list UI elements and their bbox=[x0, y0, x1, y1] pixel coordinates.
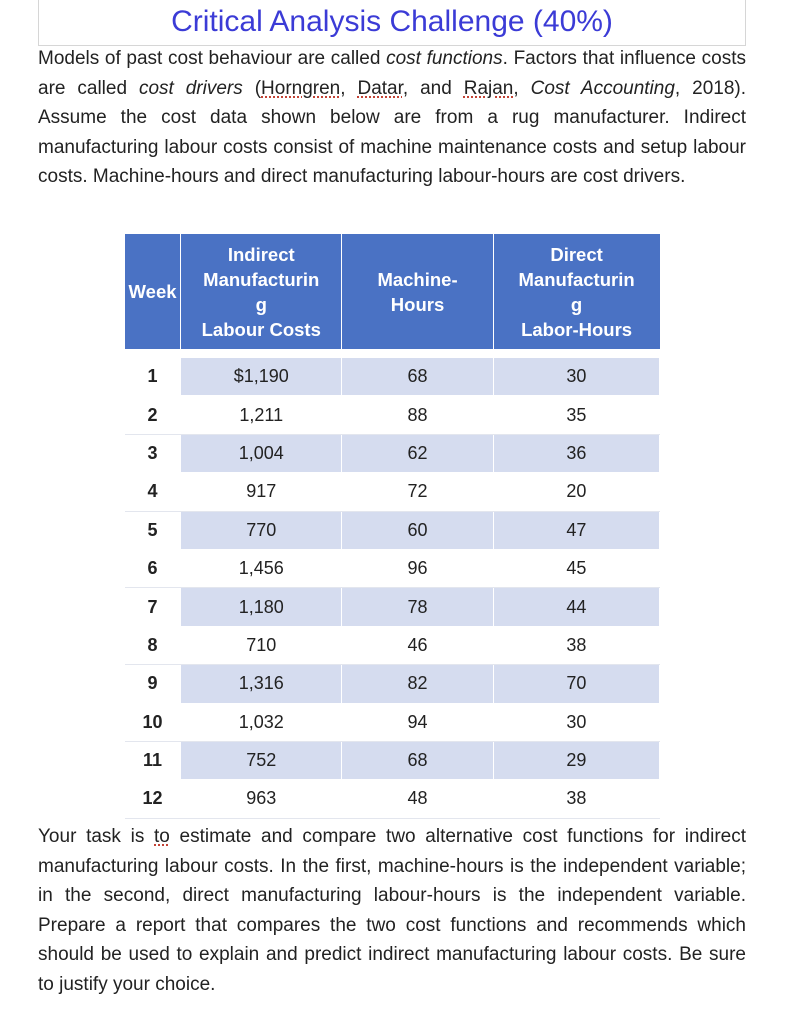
direct-labor-hours-cell: 70 bbox=[493, 665, 659, 703]
week-cell: 1 bbox=[125, 358, 181, 396]
indirect-cost-cell: 1,004 bbox=[181, 434, 342, 472]
book-title: Cost Accounting bbox=[530, 77, 675, 99]
task-text: estimate and compare two alternative cost functions for indirect manufacturing labour costs. In the first, machine-hours is the independent variable; in the second, direct manufacturing labour-hours is the independent variable. Prepare a report that compares the two cost functions and recommends which should be used to explain and predict indirect manufacturing labour costs. Be sure to justify your choice. bbox=[38, 826, 747, 995]
indirect-cost-cell: 1,316 bbox=[181, 665, 342, 703]
intro-text: . Factors that influence costs are called bbox=[38, 48, 746, 99]
indirect-cost-cell: 710 bbox=[181, 626, 342, 664]
table-row bbox=[125, 703, 660, 741]
week-cell: 7 bbox=[125, 588, 181, 626]
indirect-cost-cell: $1,190 bbox=[181, 358, 342, 396]
header-week: Week bbox=[125, 234, 181, 349]
intro-text: Models of past cost behaviour are called bbox=[38, 48, 387, 69]
term-cost-drivers: cost drivers bbox=[138, 77, 243, 99]
machine-hours-cell: 88 bbox=[342, 396, 493, 434]
intro-text: , bbox=[340, 77, 358, 99]
direct-labor-hours-cell: 30 bbox=[493, 358, 659, 396]
indirect-cost-cell: 752 bbox=[181, 741, 342, 779]
header-indirect-costs: Indirect Manufacturin g Labour Costs bbox=[181, 234, 342, 349]
indirect-cost-cell: 1,032 bbox=[181, 703, 342, 741]
cost-data-table bbox=[125, 234, 660, 819]
indirect-cost-cell: 963 bbox=[181, 780, 342, 818]
intro-text: ( bbox=[242, 77, 262, 99]
machine-hours-cell: 48 bbox=[342, 780, 493, 818]
task-text-to: to bbox=[154, 826, 170, 847]
direct-labor-hours-cell: 30 bbox=[493, 703, 659, 741]
page-title: Critical Analysis Challenge (40%) bbox=[171, 5, 613, 38]
machine-hours-cell: 94 bbox=[342, 703, 493, 741]
table-row bbox=[125, 358, 660, 396]
table-header-row bbox=[125, 234, 660, 349]
week-cell: 3 bbox=[125, 434, 181, 472]
week-cell: 6 bbox=[125, 549, 181, 587]
header-direct-labor-hours: Direct Manufacturin g Labor-Hours bbox=[493, 234, 659, 349]
table-row bbox=[125, 588, 660, 626]
header-machine-hours: Machine- Hours bbox=[342, 234, 493, 349]
intro-text: , 2018). Assume the cost data shown below are from a rug manufacturer. Indirect manufacturing labour costs consist of machine maintenance costs and setup labour costs. Machine-hours and direct manufacturing labour-hours are cost drivers. bbox=[38, 77, 747, 188]
machine-hours-cell: 62 bbox=[342, 434, 493, 472]
table-row bbox=[125, 780, 660, 818]
table-row bbox=[125, 741, 660, 779]
table-row bbox=[125, 434, 660, 472]
intro-text: , and bbox=[402, 77, 464, 99]
indirect-cost-cell: 1,211 bbox=[181, 396, 342, 434]
direct-labor-hours-cell: 29 bbox=[493, 741, 659, 779]
machine-hours-cell: 72 bbox=[342, 473, 493, 511]
direct-labor-hours-cell: 36 bbox=[493, 434, 659, 472]
machine-hours-cell: 46 bbox=[342, 626, 493, 664]
machine-hours-cell: 68 bbox=[342, 358, 493, 396]
task-text: Your task is bbox=[38, 826, 155, 847]
indirect-cost-cell: 1,180 bbox=[181, 588, 342, 626]
direct-labor-hours-cell: 20 bbox=[493, 473, 659, 511]
week-cell: 10 bbox=[125, 703, 181, 741]
task-paragraph bbox=[38, 822, 746, 1000]
week-cell: 4 bbox=[125, 473, 181, 511]
machine-hours-cell: 60 bbox=[342, 511, 493, 549]
week-cell: 8 bbox=[125, 626, 181, 664]
indirect-cost-cell: 917 bbox=[181, 473, 342, 511]
direct-labor-hours-cell: 47 bbox=[493, 511, 659, 549]
table-row bbox=[125, 626, 660, 664]
direct-labor-hours-cell: 35 bbox=[493, 396, 659, 434]
week-cell: 11 bbox=[125, 741, 181, 779]
week-cell: 2 bbox=[125, 396, 181, 434]
direct-labor-hours-cell: 38 bbox=[493, 780, 659, 818]
table-row bbox=[125, 665, 660, 703]
author-datar: Datar bbox=[357, 77, 403, 99]
author-horngren: Horngren bbox=[261, 77, 341, 99]
intro-paragraph bbox=[38, 44, 746, 192]
table-row bbox=[125, 511, 660, 549]
table-row bbox=[125, 549, 660, 587]
table-row bbox=[125, 473, 660, 511]
week-cell: 9 bbox=[125, 665, 181, 703]
week-cell: 5 bbox=[125, 511, 181, 549]
indirect-cost-cell: 1,456 bbox=[181, 549, 342, 587]
machine-hours-cell: 82 bbox=[342, 665, 493, 703]
author-rajan: Rajan bbox=[463, 77, 514, 99]
indirect-cost-cell: 770 bbox=[181, 511, 342, 549]
machine-hours-cell: 78 bbox=[342, 588, 493, 626]
term-cost-functions: cost functions bbox=[386, 48, 503, 69]
machine-hours-cell: 68 bbox=[342, 741, 493, 779]
intro-text: , bbox=[513, 77, 531, 99]
direct-labor-hours-cell: 45 bbox=[493, 549, 659, 587]
title-box bbox=[38, 0, 746, 46]
direct-labor-hours-cell: 44 bbox=[493, 588, 659, 626]
machine-hours-cell: 96 bbox=[342, 549, 493, 587]
direct-labor-hours-cell: 38 bbox=[493, 626, 659, 664]
week-cell: 12 bbox=[125, 780, 181, 818]
table-row bbox=[125, 396, 660, 434]
